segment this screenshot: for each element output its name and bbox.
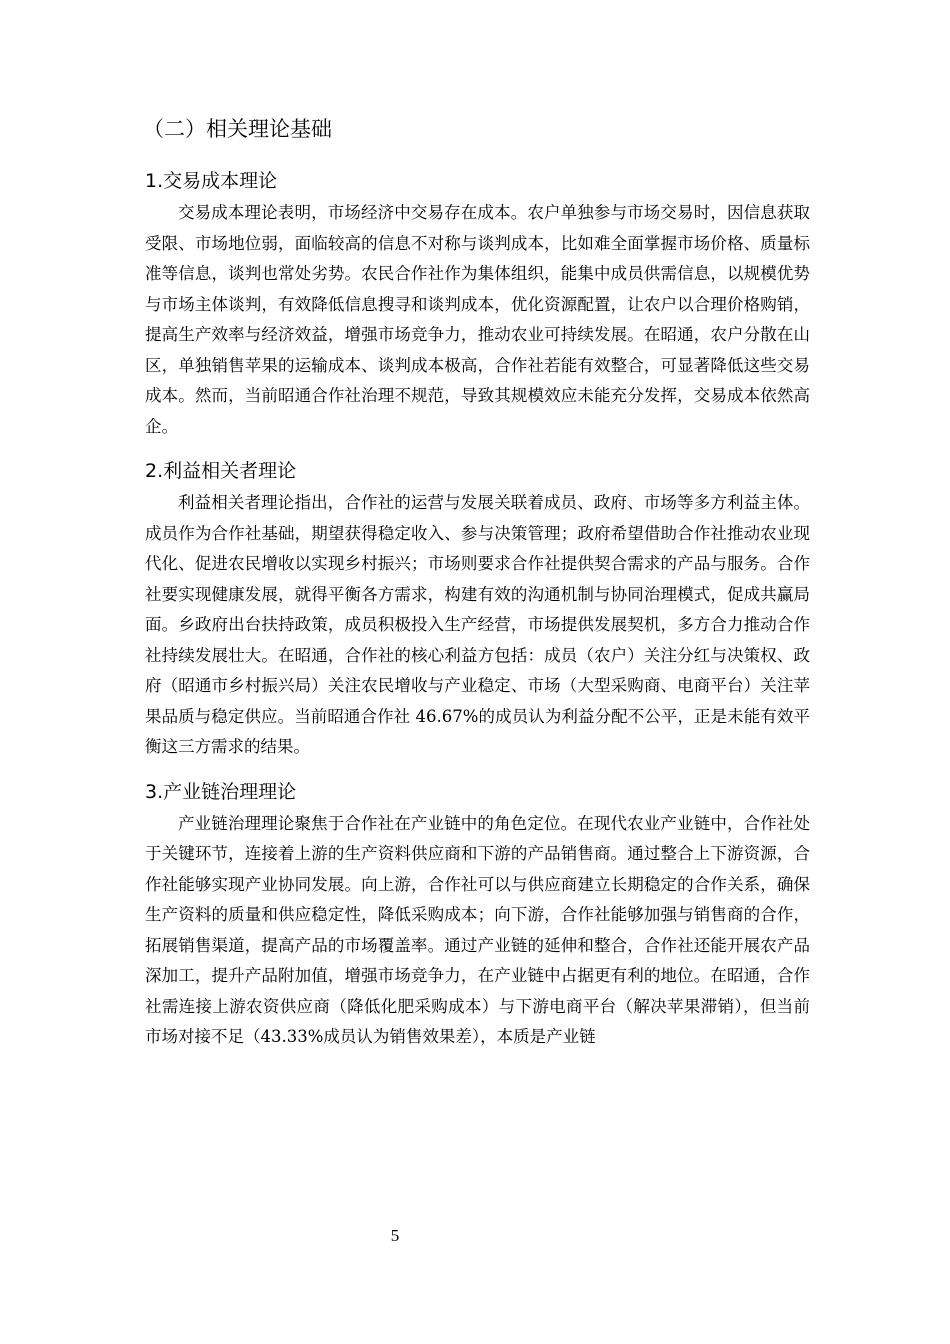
section-title: （二）相关理论基础 xyxy=(143,117,332,141)
subsection-stakeholder xyxy=(145,456,810,763)
page-number: 5 xyxy=(390,1226,400,1245)
subsection-paragraph: 交易成本理论表明，市场经济中交易存在成本。农户单独参与市场交易时，因信息获取受限、市场地位弱，面临较高的信息不对称与谈判成本，比如难全面掌握市场价格、质量标准等信息，谈判也常处劣势。农民合作社作为集体组织，能集中成员供需信息，以规模优势与市场主体谈判，有效降低信息搜寻和谈判成本，优化资源配置，让农户以合理价格购销，提高生产效率与经济效益，增强市场竞争力，推动农业可持续发展。在昭通，农户分散在山区，单独销售苹果的运输成本、谈判成本极高，合作社若能有效整合，可显著降低这些交易成本。然而，当前昭通合作社治理不规范，导致其规模效应未能充分发挥，交易成本依然高企。 xyxy=(145,203,810,436)
subsection-paragraph: 产业链治理理论聚焦于合作社在产业链中的角色定位。在现代农业产业链中，合作社处于关键环节，连接着上游的生产资料供应商和下游的产品销售商。通过整合上下游资源，合作社能够实现产业协同发展。向上游，合作社可以与供应商建立长期稳定的合作关系，确保生产资料的质量和供应稳定性，降低采购成本；向下游，合作社能够加强与销售商的合作，拓展销售渠道，提高产品的市场覆盖率。通过产业链的延伸和整合，合作社还能开展农产品深加工，提升产品附加值，增强市场竞争力，在产业链中占据更有利的地位。在昭通，合作社需连接上游农资供应商（降低化肥采购成本）与下游电商平台（解决苹果滞销），但当前市场对接不足（43.33%成员认为销售效果差），本质是产业链 xyxy=(145,813,810,1046)
page-content xyxy=(145,112,810,1067)
subsection-paragraph: 利益相关者理论指出，合作社的运营与发展关联着成员、政府、市场等多方利益主体。成员作为合作社基础，期望获得稳定收入、参与决策管理；政府希望借助合作社推动农业现代化、促进农民增收以实现乡村振兴；市场则要求合作社提供契合需求的产品与服务。合作社要实现健康发展，就得平衡各方需求，构建有效的沟通机制与协同治理模式，促成共赢局面。乡政府出台扶持政策，成员积极投入生产经营，市场提供发展契机，多方合力推动合作社持续发展壮大。在昭通，合作社的核心利益方包括：成员（农户）关注分红与决策权、政府（昭通市乡村振兴局）关注农民增收与产业稳定、市场（大型采购商、电商平台）关注苹果品质与稳定供应。当前昭通合作社 46.67%的成员认为利益分配不公平，正是未能有效平衡这三方需求的结果。 xyxy=(145,493,810,756)
subsection-title: 1.交易成本理论 xyxy=(145,170,278,192)
subsection-title: 2.利益相关者理论 xyxy=(145,460,297,482)
subsection-title: 3.产业链治理理论 xyxy=(145,780,297,803)
subsection-transaction-cost xyxy=(145,166,810,442)
subsection-industry-chain xyxy=(145,777,810,1053)
